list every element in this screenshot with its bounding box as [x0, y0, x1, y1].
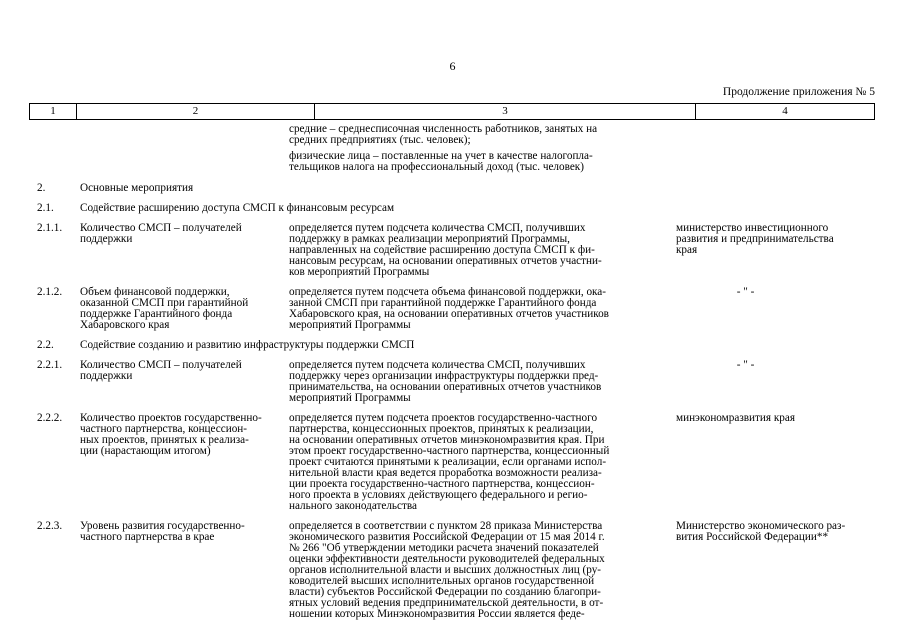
- calculation-method: определяется путем подсчета количества СМСП, получивших поддержку через организации инфраструктуры поддержки пред- принимательства, на основании оперативных отчетов участников мероприятий Программы: [289, 359, 602, 404]
- text-line: тельщиков налога на профессиональный доход (тыс. человек): [289, 161, 584, 173]
- section-title: Содействие расширению доступа СМСП к финансовым ресурсам: [80, 202, 395, 214]
- text-line: физические лица – поставленные на учет в качестве налогопла-: [289, 150, 593, 162]
- row-number: 2.2.3.: [37, 520, 63, 532]
- table-body: [29, 124, 875, 629]
- table-row: [29, 124, 875, 146]
- indicator-name: Количество СМСП – получателей поддержки: [80, 222, 242, 245]
- page-number: 6: [449, 59, 456, 73]
- row-number: 2.2.2.: [37, 412, 63, 424]
- text-line: средних предприятиях (тыс. человек);: [289, 134, 471, 146]
- text-line: средние – среднесписочная численность работников, занятых на: [289, 123, 598, 135]
- section-number: 2.: [37, 182, 46, 194]
- row-number: 2.1.2.: [37, 286, 63, 298]
- data-source: министерство инвестиционного развития и предпринимательства края: [676, 222, 834, 256]
- section-row: [29, 203, 875, 214]
- header-col-3: 3: [315, 104, 696, 119]
- calculation-method: определяется путем подсчета проектов государственно-частного партнерства, концессионных проектов, принятых к реализации, на основании оперативных отчетов минэкономразвития края. При этом проект государственно-частного партнерства, концессионный проект считаются принятыми к реализации, если органами испол- нительной власти края ведется проработка возможности реализа- ции проекта государственно-частного партнерства, концессион- ного проекта в условиях действующего федерального и регио- нального законодательства: [289, 412, 610, 512]
- table-row: [29, 287, 875, 331]
- definition-text: [289, 151, 676, 173]
- section-title: Основные мероприятия: [80, 182, 194, 194]
- header-col-4: 4: [782, 105, 788, 117]
- data-source: - " -: [736, 286, 755, 298]
- table-row: [29, 521, 875, 620]
- indicator-name: Количество проектов государственно- частного партнерства, концессион- ных проектов, принятых к реализа- ции (нарастающим итогом): [80, 412, 262, 457]
- table-header: [29, 103, 875, 120]
- data-source: Министерство экономического раз- вития Российской Федерации**: [676, 520, 846, 543]
- row-number: 2.1.1.: [37, 222, 63, 234]
- definition-text: [289, 124, 676, 146]
- indicator-name: Уровень развития государственно- частного партнерства в крае: [80, 520, 245, 543]
- calculation-method: определяется в соответствии с пунктом 28 приказа Министерства экономического развития Российской Федерации от 15 мая 2014 г. № 266 "Об утверждении методики расчета значений показателей оценки эффективности деятельности руководителей федеральных органов исполнительной власти и высших должностных лиц (ру- ководителей высших исполнительных органов государственной власти) субъектов Российской Федерации по созданию благопри- ятных условий ведения предпринимательской деятельности, в от- ношении которых Минэкономразвития России является феде-: [289, 520, 605, 620]
- data-source: минэкономразвития края: [676, 412, 795, 424]
- section-number: 2.1.: [37, 202, 54, 214]
- header-col-1: 1: [30, 104, 77, 119]
- continuation-caption: Продолжение приложения № 5: [722, 86, 875, 98]
- table-row: [29, 151, 875, 173]
- section-number: 2.2.: [37, 339, 54, 351]
- table-row: [29, 413, 875, 512]
- header-col-2: 2: [77, 104, 315, 119]
- table-row: [29, 360, 875, 404]
- row-number: 2.2.1.: [37, 359, 63, 371]
- calculation-method: определяется путем подсчета количества СМСП, получивших поддержку в рамках реализации мероприятий Программы, направленных на содействие расширению доступа СМСП к фи- нансовым ресурсам, на основании оперативных отчетов участни- ков мероприятий Программы: [289, 222, 602, 278]
- indicator-name: Объем финансовой поддержки, оказанной СМСП при гарантийной поддержке Гарантийного фонда Хабаровского края: [80, 286, 249, 331]
- calculation-method: определяется путем подсчета объема финансовой поддержки, ока- занной СМСП при гарантийной поддержке Гарантийного фонда Хабаровского края, на основании оперативных отчетов участников мероприятий Программы: [289, 286, 609, 331]
- data-source: - " -: [736, 359, 755, 371]
- table-row: [29, 223, 875, 278]
- section-title: Содействие созданию и развитию инфраструктуры поддержки СМСП: [80, 339, 415, 351]
- section-row: [29, 183, 875, 194]
- section-row: [29, 340, 875, 351]
- indicator-name: Количество СМСП – получателей поддержки: [80, 359, 242, 382]
